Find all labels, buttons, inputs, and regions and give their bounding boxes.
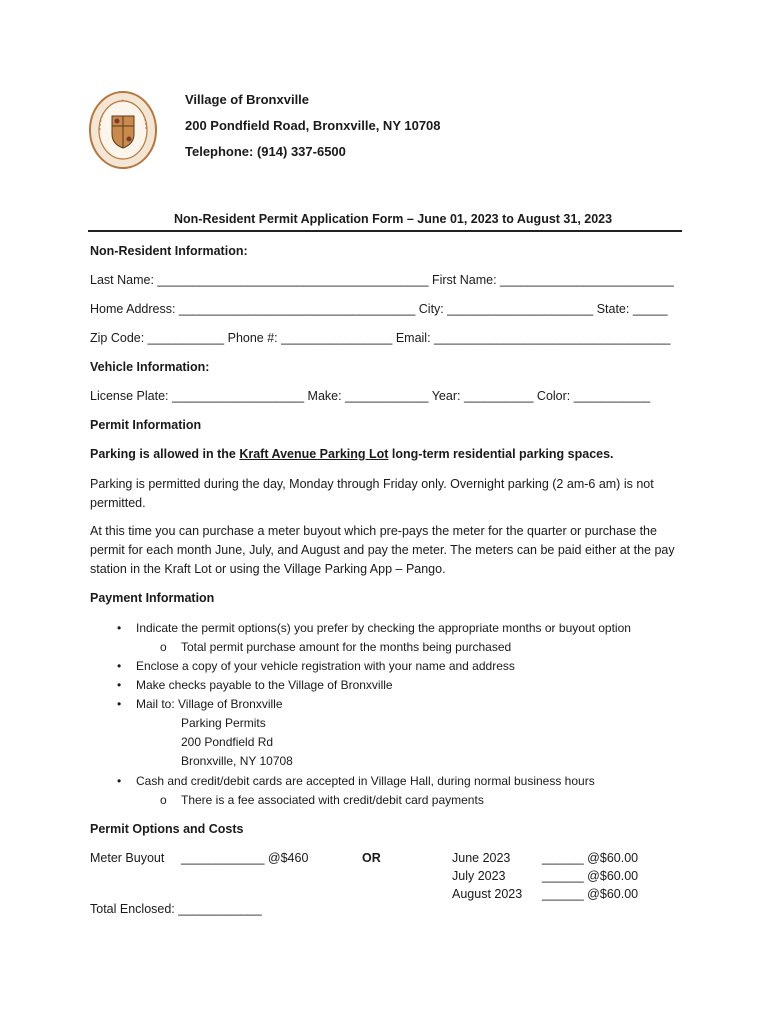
- mail-line-3: Bronxville, NY 10708: [181, 754, 293, 768]
- month-august-field[interactable]: ______ @$60.00: [542, 887, 639, 901]
- permit-paragraph-2: At this time you can purchase a meter buyout which pre-pays the meter for the quarter or purchase the permit for each month June, July, and August and pay the meter. The meters can be paid either at the pay station in the Kraft Lot or using the Village Parking App – Pango.: [90, 524, 675, 576]
- permit-paragraph-1: Parking is permitted during the day, Monday through Friday only. Overnight parking (2 am-6 am) is not permitted.: [90, 477, 654, 510]
- options-heading: Permit Options and Costs: [90, 822, 244, 836]
- month-july: July 2023: [452, 869, 506, 883]
- total-enclosed-field[interactable]: Total Enclosed: ____________: [90, 902, 262, 916]
- village-seal: [88, 90, 158, 170]
- vehicle-fields[interactable]: License Plate: ___________________ Make: ____________ Year: __________ Color: ___________: [90, 389, 651, 403]
- payment-item-1: Indicate the permit options(s) you prefer by checking the appropriate months or buyout option: [136, 621, 631, 635]
- mail-line-1: Parking Permits: [181, 716, 266, 730]
- payment-item-3: Make checks payable to the Village of Bronxville: [136, 678, 393, 692]
- title-rule: [88, 230, 682, 232]
- buyout-label: Meter Buyout: [90, 851, 165, 865]
- payment-heading: Payment Information: [90, 591, 215, 605]
- name-fields[interactable]: Last Name: _______________________________________ First Name: _________________________: [90, 273, 674, 287]
- payment-item-4: Mail to: Village of Bronxville: [136, 697, 283, 711]
- payment-item-5: Cash and credit/debit cards are accepted in Village Hall, during normal business hours: [136, 774, 595, 788]
- month-august: August 2023: [452, 887, 523, 901]
- payment-item-2: Enclose a copy of your vehicle registration with your name and address: [136, 659, 515, 673]
- vehicle-heading: Vehicle Information:: [90, 360, 210, 374]
- buyout-field[interactable]: ____________ @$460: [181, 851, 309, 865]
- month-june-field[interactable]: ______ @$60.00: [542, 851, 639, 865]
- month-july-field[interactable]: ______ @$60.00: [542, 869, 639, 883]
- resident-heading: Non-Resident Information:: [90, 244, 248, 258]
- mail-line-2: 200 Pondfield Rd: [181, 735, 274, 749]
- parking-allowed: [90, 447, 614, 462]
- contact-fields[interactable]: Zip Code: ___________ Phone #: ________________ Email: __________________________________: [90, 331, 671, 345]
- village-phone: Telephone: (914) 337-6500: [185, 144, 346, 159]
- bullet-icon: •: [117, 678, 122, 692]
- or-label: OR: [362, 851, 381, 865]
- bullet-icon: •: [117, 697, 122, 711]
- address-fields[interactable]: Home Address: __________________________________ City: _____________________ State: _____: [90, 302, 668, 316]
- payment-item-5a: There is a fee associated with credit/debit card payments: [181, 793, 484, 807]
- bullet-icon: •: [117, 621, 122, 635]
- village-address: 200 Pondfield Road, Bronxville, NY 10708: [185, 118, 441, 133]
- sub-bullet-icon: o: [160, 640, 167, 654]
- allowed-pre: Parking is allowed in the: [90, 447, 240, 461]
- kraft-lot-link[interactable]: Kraft Avenue Parking Lot: [239, 447, 389, 461]
- village-name: Village of Bronxville: [185, 92, 310, 107]
- bullet-icon: •: [117, 659, 122, 673]
- month-june: June 2023: [452, 851, 511, 865]
- form-title: Non-Resident Permit Application Form – June 01, 2023 to August 31, 2023: [174, 212, 613, 226]
- bullet-icon: •: [117, 774, 122, 788]
- payment-item-1a: Total permit purchase amount for the months being purchased: [181, 640, 512, 654]
- allowed-post: long-term residential parking spaces.: [388, 447, 614, 461]
- sub-bullet-icon: o: [160, 793, 167, 807]
- permit-heading: Permit Information: [90, 418, 202, 432]
